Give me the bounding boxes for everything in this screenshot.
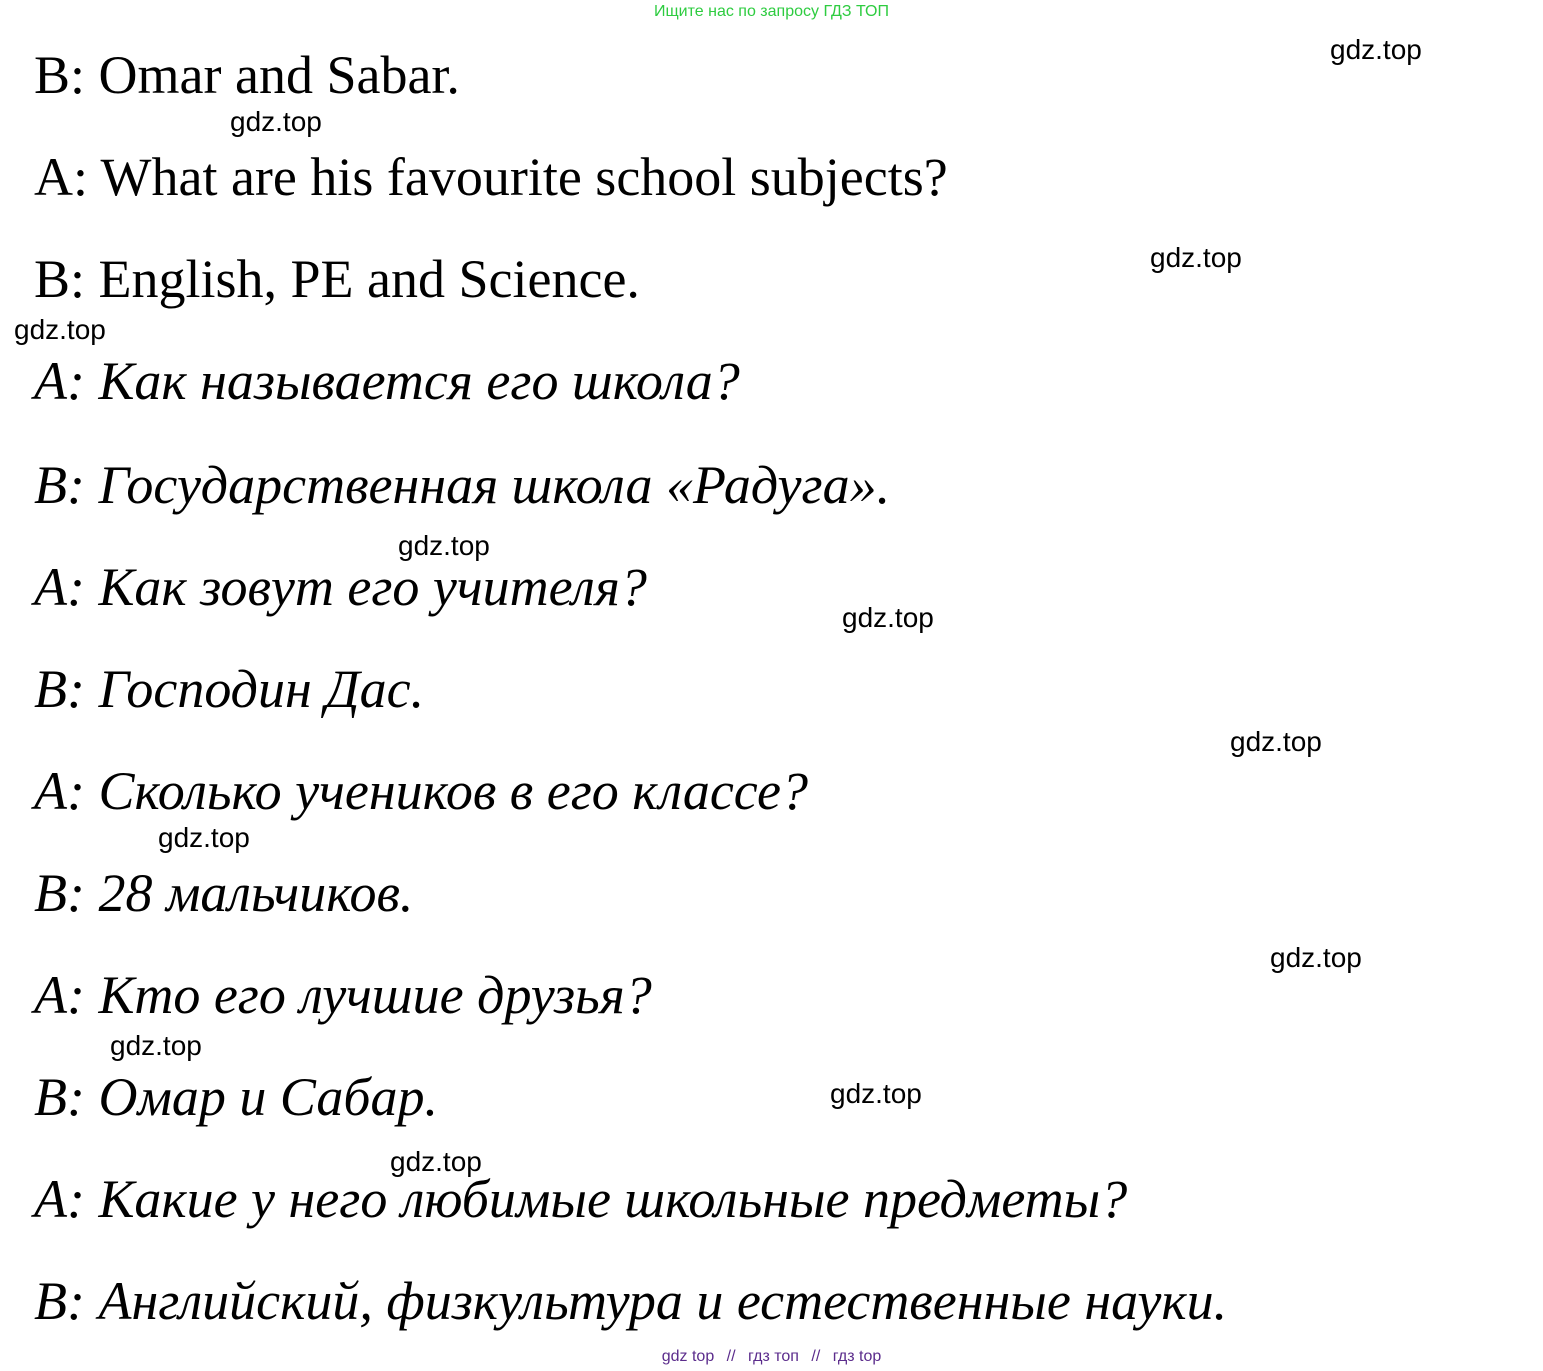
dialogue-line-translation: B: Английский, физкультура и естественные науки. bbox=[34, 1271, 1228, 1331]
dialogue-line-translation: A: Сколько учеников в его классе? bbox=[34, 761, 809, 821]
footer-link[interactable]: гдз топ bbox=[748, 1348, 799, 1365]
dialogue-line-translation: B: 28 мальчиков. bbox=[34, 863, 414, 923]
watermark: gdz.top bbox=[842, 602, 934, 633]
dialogue-line-translation: B: Омар и Сабар. bbox=[34, 1067, 438, 1127]
dialogue-line-translation: A: Кто его лучшие друзья? bbox=[34, 965, 652, 1025]
dialogue-line: A: What are his favourite school subjects? bbox=[34, 147, 948, 207]
dialogue-line-translation: B: Господин Дас. bbox=[34, 659, 425, 719]
watermark: gdz.top bbox=[158, 822, 250, 853]
watermark: gdz.top bbox=[1150, 242, 1242, 273]
watermark: gdz.top bbox=[830, 1078, 922, 1109]
watermark: gdz.top bbox=[230, 106, 322, 137]
dialogue-line: B: English, PE and Science. bbox=[34, 249, 640, 309]
footer-separator: // bbox=[726, 1348, 736, 1365]
watermark: gdz.top bbox=[14, 314, 106, 345]
top-banner: Ищите нас по запросу ГДЗ ТОП bbox=[654, 3, 889, 20]
footer-link[interactable]: gdz top bbox=[661, 1348, 715, 1365]
watermark: gdz.top bbox=[390, 1146, 482, 1177]
watermark: gdz.top bbox=[1270, 942, 1362, 973]
dialogue-line: B: Omar and Sabar. bbox=[34, 45, 460, 105]
dialogue-line-translation: B: Государственная школа «Радуга». bbox=[34, 455, 891, 515]
watermark: gdz.top bbox=[1330, 34, 1422, 65]
footer-separator: // bbox=[811, 1348, 821, 1365]
footer-link[interactable]: гдз top bbox=[832, 1348, 882, 1365]
watermark: gdz.top bbox=[1230, 726, 1322, 757]
footer bbox=[0, 1347, 1543, 1367]
watermark: gdz.top bbox=[110, 1030, 202, 1061]
watermark: gdz.top bbox=[398, 530, 490, 561]
dialogue-line-translation: A: Какие у него любимые школьные предметы? bbox=[34, 1169, 1128, 1229]
dialogue-line-translation: A: Как зовут его учителя? bbox=[34, 557, 647, 617]
dialogue-line-translation: A: Как называется его школа? bbox=[34, 351, 740, 411]
